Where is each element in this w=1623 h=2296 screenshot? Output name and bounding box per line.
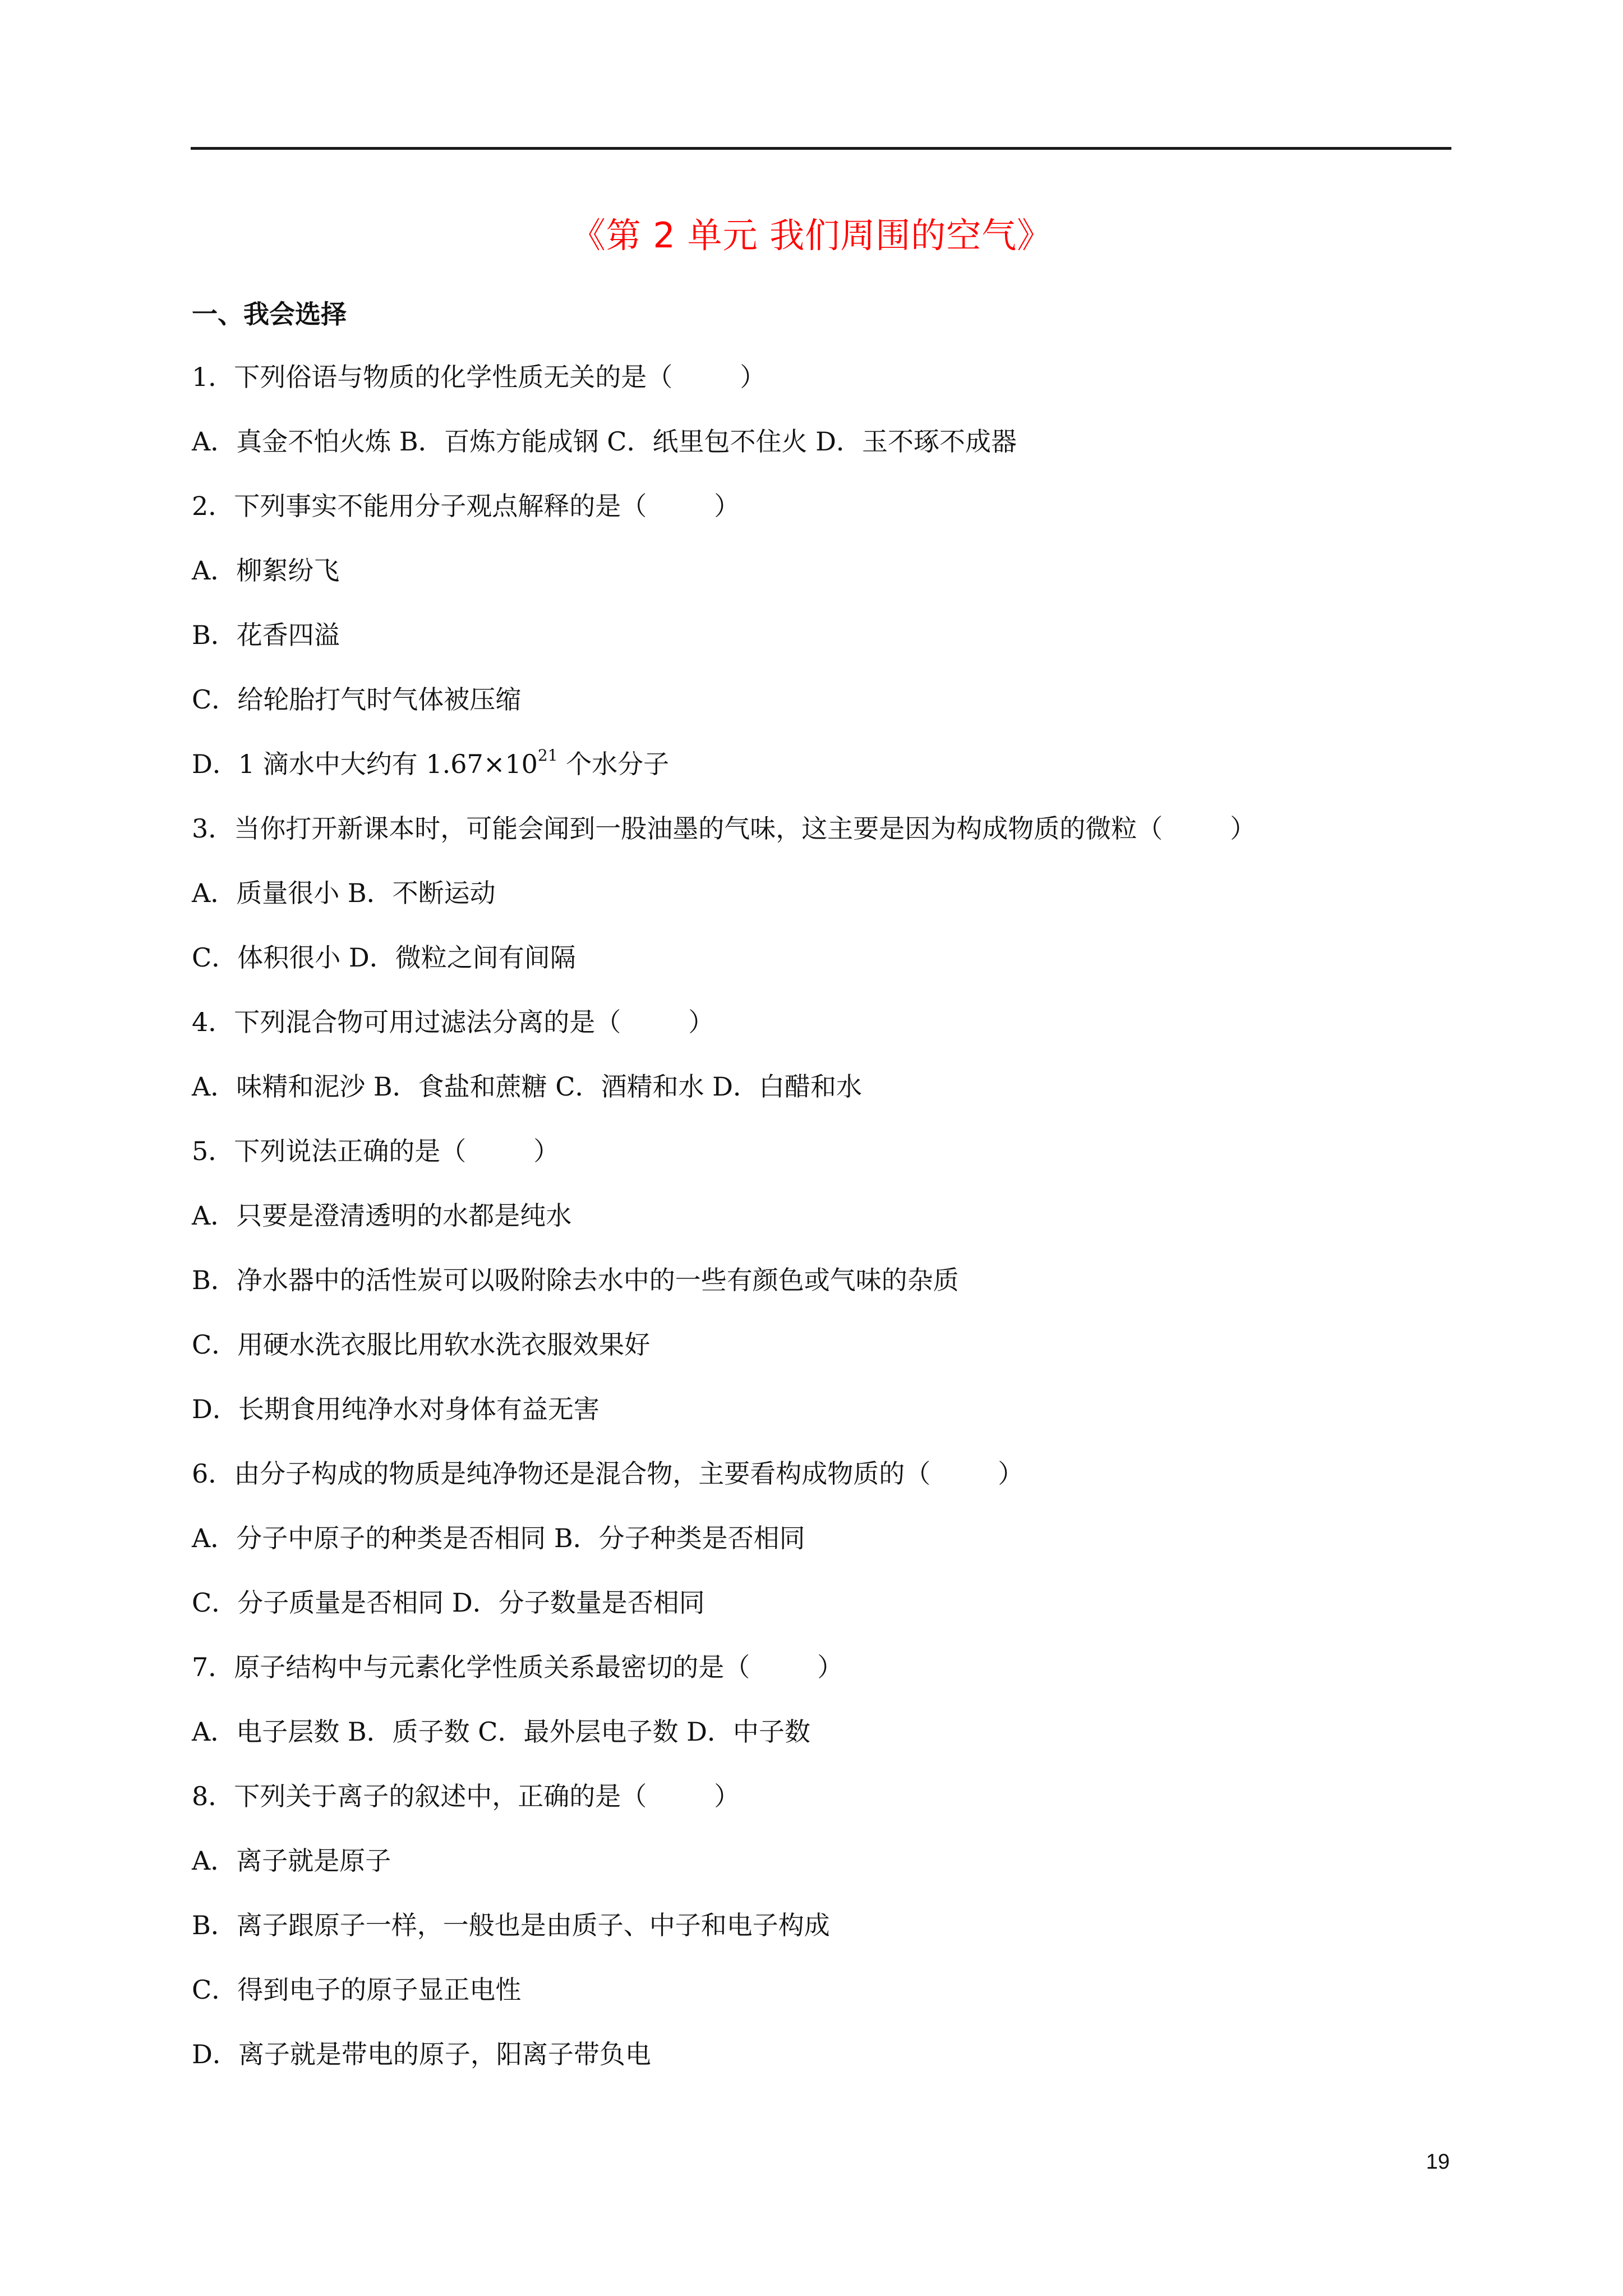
question-6-text: 6．由分子构成的物质是纯净物还是混合物，主要看构成物质的（: [192, 1458, 931, 1489]
question-6-options-2: C．分子质量是否相同 D．分子数量是否相同: [192, 1588, 705, 1618]
exponent: 21: [537, 746, 558, 765]
question-3-stem: [192, 807, 1454, 872]
question-5-stem: [192, 1130, 1454, 1194]
document-title: 《第 2 单元 我们周围的空气》: [570, 215, 1053, 256]
question-8-option-c: C．得到电子的原子显正电性: [192, 1975, 522, 2005]
question-2-option-c: C．给轮胎打气时气体被压缩: [192, 684, 522, 715]
question-5-text: 5．下列说法正确的是（: [192, 1136, 467, 1166]
question-8-text: 8．下列关于离子的叙述中，正确的是（: [192, 1781, 647, 1811]
question-8-option-b: B．离子跟原子一样，一般也是由质子、中子和电子构成: [192, 1910, 830, 1940]
question-5-option-b: B．净水器中的活性炭可以吸附除去水中的一些有颜色或气味的杂质: [192, 1265, 959, 1295]
closing-paren: ）: [998, 1458, 1024, 1489]
question-2-option-d: [192, 743, 1454, 807]
question-5-option-a: A．只要是澄清透明的水都是纯水: [192, 1200, 572, 1231]
question-8-stem: [192, 1775, 1454, 1839]
question-2-stem: [192, 485, 1454, 549]
question-6-options-1: A．分子中原子的种类是否相同 B．分子种类是否相同: [192, 1523, 805, 1553]
closing-paren: ）: [1230, 813, 1256, 844]
question-3-options-2: C．体积很小 D．微粒之间有间隔: [192, 942, 576, 973]
question-4-text: 4．下列混合物可用过滤法分离的是（: [192, 1007, 621, 1037]
question-1-text: 1．下列俗语与物质的化学性质无关的是（: [192, 362, 673, 392]
option-d-prefix: D．1 滴水中大约有 1.67×10: [192, 749, 538, 779]
closing-paren: ）: [714, 1781, 740, 1811]
closing-paren: ）: [817, 1652, 843, 1682]
question-1-stem: [192, 356, 1454, 420]
closing-paren: ）: [688, 1007, 714, 1037]
question-8-option-a: A．离子就是原子: [192, 1846, 391, 1876]
question-2-option-b: B．花香四溢: [192, 620, 340, 650]
header-rule: [191, 147, 1451, 150]
question-1-options: A．真金不怕火炼 B．百炼方能成钢 C．纸里包不住火 D．玉不琢不成器: [192, 426, 1017, 457]
page-number: 19: [1426, 2150, 1450, 2174]
closing-paren: ）: [740, 362, 766, 392]
question-8-option-d: D．离子就是带电的原子，阳离子带负电: [192, 2039, 651, 2069]
section-heading: 一、我会选择: [192, 299, 347, 329]
question-4-stem: [192, 1001, 1454, 1065]
question-2-option-a: A．柳絮纷飞: [192, 555, 340, 586]
option-d-suffix: 个水分子: [557, 749, 670, 779]
question-4-options: A．味精和泥沙 B．食盐和蔗糖 C．酒精和水 D．白醋和水: [192, 1071, 862, 1102]
question-list: [192, 356, 1454, 2097]
question-7-text: 7．原子结构中与元素化学性质关系最密切的是（: [192, 1652, 750, 1682]
closing-paren: ）: [533, 1136, 560, 1166]
question-3-options-1: A．质量很小 B．不断运动: [192, 878, 496, 908]
question-7-stem: [192, 1646, 1454, 1710]
question-5-option-d: D．长期食用纯净水对身体有益无害: [192, 1394, 600, 1424]
question-7-options: A．电子层数 B．质子数 C．最外层电子数 D．中子数: [192, 1717, 810, 1747]
question-3-text: 3．当你打开新课本时，可能会闻到一股油墨的气味，这主要是因为构成物质的微粒（: [192, 813, 1163, 844]
question-5-option-c: C．用硬水洗衣服比用软水洗衣服效果好: [192, 1329, 651, 1360]
question-6-stem: [192, 1452, 1454, 1517]
closing-paren: ）: [714, 491, 740, 521]
question-2-text: 2．下列事实不能用分子观点解释的是（: [192, 491, 647, 521]
